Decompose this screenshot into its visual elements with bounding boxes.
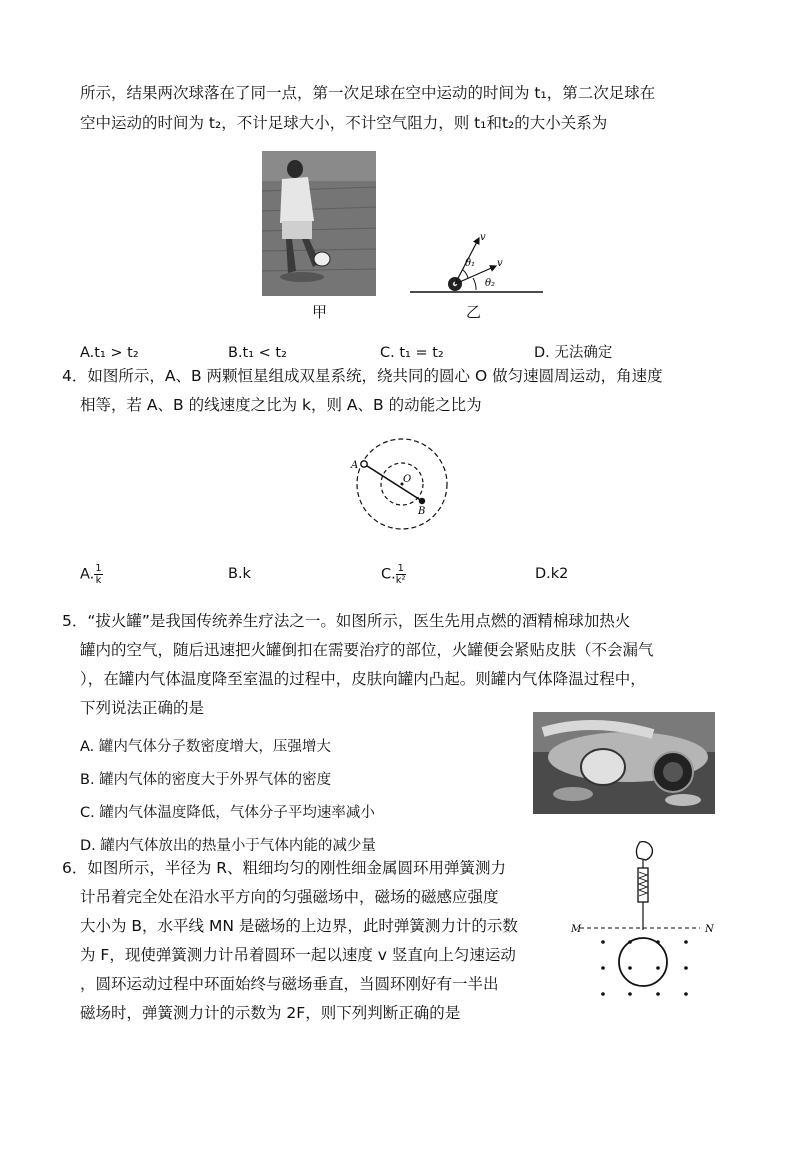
- q6-text-line-3: 大小为 B，水平线 MN 是磁场的上边界，此时弹簧测力计的示数: [80, 917, 518, 935]
- metal-ring: [619, 938, 667, 986]
- q5-option-a: A. 罐内气体分子数密度增大，压强增大: [80, 739, 331, 755]
- q5-text-line-3: ），在罐内气体温度降至室温的过程中，皮肤向罐内凸起。则罐内气体降温过程中，: [80, 670, 646, 688]
- q4-text-line-2: 相等，若 A、B 的线速度之比为 k，则 A、B 的动能之比为: [80, 396, 482, 414]
- star-a: [361, 461, 367, 467]
- label-m: M: [571, 924, 582, 935]
- q4-option-b: B.k: [228, 566, 251, 582]
- q3-text-line-2: 空中运动的时间为 t₂，不计足球大小，不计空气阻力，则 t₁和t₂的大小关系为: [80, 114, 608, 132]
- v-label-top: v: [480, 232, 486, 243]
- q3-option-d: D. 无法确定: [534, 345, 613, 361]
- q4-binary-star-diagram: [345, 432, 455, 542]
- label-n: N: [705, 924, 714, 935]
- v-label: v: [497, 258, 503, 269]
- q6-text-line-5: ，圆环运动过程中环面始终与磁场垂直，当圆环刚好有一半出: [80, 975, 499, 993]
- label-o: O: [403, 474, 412, 485]
- theta2-label: θ₂: [485, 278, 496, 289]
- q5-option-b: B. 罐内气体的密度大于外界气体的密度: [80, 772, 332, 788]
- q6-magnetic-field-diagram: [568, 840, 718, 1010]
- q5-text-line-1: 5．“拔火罐”是我国传统养生疗法之一。如图所示，医生先用点燃的酒精棉球加热火: [62, 612, 631, 630]
- q3-text-line-1: 所示，结果两次球落在了同一点，第一次足球在空中运动的时间为 t₁，第二次足球在: [80, 84, 656, 102]
- q3-option-c: C. t₁ = t₂: [380, 345, 444, 361]
- fig-yi-caption: 乙: [466, 303, 482, 321]
- q6-text-line-6: 磁场时，弹簧测力计的示数为 2F，则下列判断正确的是: [80, 1004, 461, 1022]
- q4-option-d: D.k2: [535, 566, 569, 582]
- q5-cupping-photo: [533, 712, 715, 814]
- label-b: B: [418, 506, 426, 517]
- q5-option-c: C. 罐内气体温度降低，气体分子平均速率减小: [80, 805, 375, 821]
- q6-text-line-2: 计吊着完全处在沿水平方向的匀强磁场中，磁场的磁感应强度: [80, 888, 499, 906]
- magnetic-field-dots: [601, 940, 688, 996]
- cupping-photo-graphic: [533, 712, 715, 814]
- q3-kicker-photo: [262, 151, 376, 296]
- q3-option-a: A.t₁ > t₂: [80, 345, 139, 361]
- star-b: [419, 498, 425, 504]
- q4-option-c: C. $\frac{1}{\text{k²}}$: [381, 563, 406, 586]
- hand-icon: [636, 842, 652, 860]
- theta1-label: θ₁: [465, 258, 476, 269]
- fig-jia-caption: 甲: [312, 303, 328, 321]
- kicker-photo-graphic: [262, 151, 376, 296]
- q4-option-a: A. $\frac{1}{k}$: [80, 563, 102, 586]
- q3-vector-diagram: [405, 228, 550, 308]
- q4-text-line-1: 4．如图所示，A、B 两颗恒星组成双星系统，绕共同的圆心 O 做匀速圆周运动，角速度: [62, 367, 663, 385]
- q3-option-b: B.t₁ < t₂: [228, 345, 287, 361]
- label-a: A: [351, 460, 359, 471]
- q6-text-line-1: 6．如图所示，半径为 R、粗细均匀的刚性细金属圆环用弹簧测力: [62, 859, 507, 877]
- q5-text-line-4: 下列说法正确的是: [80, 699, 205, 717]
- q5-text-line-2: 罐内的空气，随后迅速把火罐倒扣在需要治疗的部位，火罐便会紧贴皮肤（不会漏气: [80, 641, 654, 659]
- q6-text-line-4: 为 F，现使弹簧测力计吊着圆环一起以速度 v 竖直向上匀速运动: [80, 946, 516, 964]
- q5-option-d: D. 罐内气体放出的热量小于气体内能的减少量: [80, 838, 376, 854]
